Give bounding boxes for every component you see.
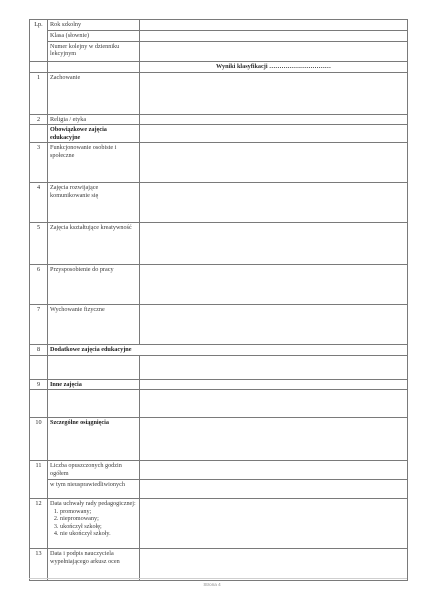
- row-number: 8: [30, 345, 48, 355]
- table-row: [30, 480, 408, 499]
- register-number-label: Numer kolejny w dzienniku lekcyjnym: [48, 42, 140, 62]
- additional-subject-field[interactable]: [48, 355, 140, 379]
- subject-field[interactable]: [140, 143, 408, 183]
- table-row: [30, 499, 408, 549]
- table-row: [30, 42, 408, 62]
- lp-header: Lp.: [30, 20, 48, 62]
- school-year-label: Rok szkolny: [48, 20, 140, 31]
- religion-field[interactable]: [140, 115, 408, 125]
- teacher-signature-field[interactable]: [140, 549, 408, 581]
- row-number: 2: [30, 115, 48, 125]
- teacher-signature-label: Data i podpis nauczyciela wypełniającego arkusz ocen: [48, 549, 140, 581]
- resolution-label: Data uchwały rady pedagogicznej:: [50, 500, 136, 508]
- empty-cell: [30, 62, 48, 73]
- row-number: 6: [30, 265, 48, 305]
- option-item[interactable]: 1. promowany;: [60, 508, 137, 515]
- option-item[interactable]: 4. nie ukończył szkoły.: [60, 530, 137, 537]
- subject-field[interactable]: [140, 183, 408, 223]
- table-row: [30, 418, 408, 461]
- option-item[interactable]: 3. ukończył szkołę;: [60, 523, 137, 530]
- row-number: 10: [30, 418, 48, 461]
- other-activity-result-field[interactable]: [140, 390, 408, 418]
- resolution-cell: [48, 499, 140, 549]
- row-number: 13: [30, 549, 48, 581]
- table-row: [30, 73, 408, 115]
- table-row: [30, 549, 408, 581]
- table-row: [30, 143, 408, 183]
- row-number: 5: [30, 223, 48, 265]
- results-header: Wyniki klasyfikacji …………………………: [140, 62, 408, 73]
- table-row: [30, 31, 408, 42]
- empty-cell: [30, 355, 48, 379]
- table-row: [30, 265, 408, 305]
- option-item[interactable]: 2. niepromowany;: [60, 515, 137, 522]
- row-number: 1: [30, 73, 48, 115]
- behavior-field[interactable]: [140, 73, 408, 115]
- other-activity-field[interactable]: [48, 390, 140, 418]
- religion-label: Religia / etyka: [48, 115, 140, 125]
- subject-field[interactable]: [140, 223, 408, 265]
- page-number: Strona 4: [203, 582, 221, 587]
- row-number: 12: [30, 499, 48, 549]
- subject-label: Wychowanie fizyczne: [48, 305, 140, 345]
- table-row: [30, 183, 408, 223]
- table-row: [30, 115, 408, 125]
- table-row: [30, 223, 408, 265]
- table-row: [30, 355, 408, 379]
- row-number: 4: [30, 183, 48, 223]
- subject-label: Zajęcia kształtujące kreatywność: [48, 223, 140, 265]
- classification-table: [29, 19, 408, 581]
- class-label: Klasa (słownie): [48, 31, 140, 42]
- empty-cell: [48, 62, 140, 73]
- additional-result-field[interactable]: [140, 355, 408, 379]
- table-row: [30, 20, 408, 31]
- unexcused-label: w tym nieusprawiedliwionych: [48, 480, 140, 499]
- table-row: [30, 125, 408, 143]
- subject-field[interactable]: [140, 305, 408, 345]
- table-row: [30, 62, 408, 73]
- resolution-field[interactable]: [140, 499, 408, 549]
- promotion-options: [50, 508, 137, 538]
- school-year-field[interactable]: [140, 20, 408, 31]
- row-number: 9: [30, 379, 48, 389]
- achievements-label: Szczególne osiągnięcia: [48, 418, 140, 461]
- table-row: [30, 390, 408, 418]
- register-number-field[interactable]: [140, 42, 408, 62]
- row-number: 7: [30, 305, 48, 345]
- subject-label: Funkcjonowanie osobiste i społeczne: [48, 143, 140, 183]
- empty-cell: [30, 125, 48, 143]
- mandatory-section-heading: Obowiązkowe zajęcia edukacyjne: [48, 125, 140, 143]
- row-number: 11: [30, 461, 48, 499]
- footer-divider: [29, 578, 407, 579]
- subject-label: Przysposobienie do pracy: [48, 265, 140, 305]
- behavior-label: Zachowanie: [48, 73, 140, 115]
- table-row: [30, 305, 408, 345]
- achievements-field[interactable]: [140, 418, 408, 461]
- additional-section-heading: Dodatkowe zajęcia edukacyjne: [48, 345, 408, 355]
- table-row: [30, 379, 408, 389]
- empty-cell: [30, 390, 48, 418]
- subject-field[interactable]: [140, 265, 408, 305]
- unexcused-field[interactable]: [140, 480, 408, 499]
- table-row: [30, 345, 408, 355]
- subject-label: Zajęcia rozwijające komunikowanie się: [48, 183, 140, 223]
- row-number: 3: [30, 143, 48, 183]
- absences-field[interactable]: [140, 461, 408, 480]
- class-field[interactable]: [140, 31, 408, 42]
- other-activities-heading: Inne zajęcia: [48, 379, 140, 389]
- empty-cell: [140, 125, 408, 143]
- empty-cell: [140, 379, 408, 389]
- absences-label: Liczba opuszczonych godzin ogółem: [48, 461, 140, 480]
- table-row: [30, 461, 408, 480]
